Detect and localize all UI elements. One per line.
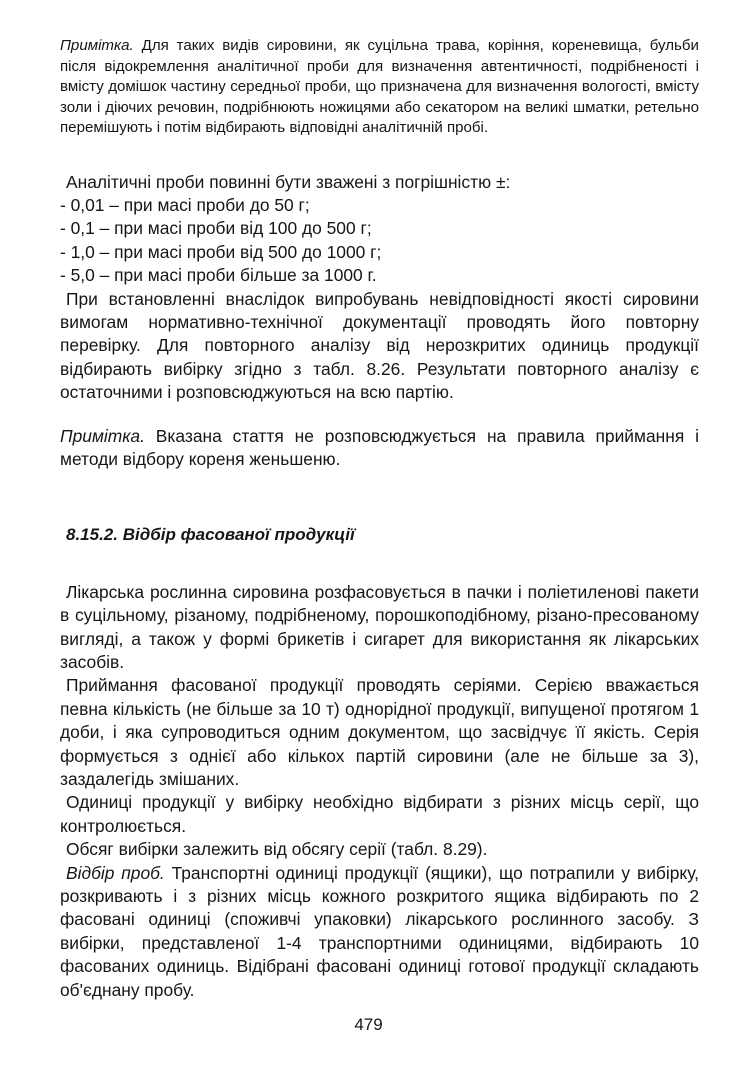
sampling-label: Відбір проб. — [66, 862, 165, 883]
section-paragraph: Одиниці продукції у вибірку необхідно відбирати з різних місць серії, що контролюється. — [60, 792, 699, 836]
note-label: Примітка. — [60, 425, 145, 446]
note-paragraph-2 — [60, 425, 699, 472]
section-heading: 8.15.2. Відбір фасованої продукції — [66, 525, 355, 545]
accuracy-intro: Аналітичні проби повинні бути зважені з погрішністю ±: — [66, 171, 511, 192]
sampling-paragraph — [60, 862, 699, 1002]
note-paragraph — [60, 36, 699, 139]
accuracy-item: - 0,1 – при масі проби від 100 до 500 г; — [60, 218, 372, 239]
note-text: Для таких видів сировини, як суцільна трава, коріння, кореневища, бульби після відокремлення аналітичної проби для визначення автентичності, подрібненості і вмісту домішок частину середньої проби, що призначена для визначення вологості, вмісту золи і діючих речовин, подрібнюють ножицями або секатором на великі шматки, ретельно перемішують і потім відбирають відповідні аналітичній пробі. — [60, 37, 699, 136]
note-label: Примітка. — [60, 37, 134, 54]
section-paragraph: Лікарська рослинна сировина розфасовується в пачки і поліетиленові пакети в суцільному, різаному, подрібненому, порошкоподібному, різано-пресованому вигляді, а також у формі брикетів і сигарет для використання як лікарських засобів. — [60, 581, 699, 672]
page-number: 479 — [354, 1015, 383, 1034]
sampling-text: Транспортні одиниці продукції (ящики), що потрапили у вибірку, розкривають і з різних місць кожного розкритого ящика відбирають по 2 фасовані одиниці (споживчі упаковки) лікарського рослинного засобу. З вибірки, представленої 1-4 транспортними одиницями, відбирають 10 фасованих одиниць. Відібрані фасовані одиниці готової продукції складають об'єднану пробу. — [60, 862, 699, 1000]
accuracy-list — [60, 194, 699, 288]
accuracy-item: - 1,0 – при масі проби від 500 до 1000 г; — [60, 241, 382, 262]
note-text: Вказана стаття не розповсюджується на правила приймання і методи відбору кореня женьшеню. — [60, 425, 699, 469]
section-paragraph: Приймання фасованої продукції проводять серіями. Серією вважається певна кількість (не більше за 10 т) однорідної продукції, випущеної протягом 1 доби, і яка супроводиться одним документом, що засвідчує її якість. Серія формується з однієї або кількох партій сировини (але не більше за 3), заздалегідь змішаних. — [60, 675, 699, 790]
accuracy-item: - 5,0 – при масі проби більше за 1000 г. — [60, 265, 377, 286]
retest-paragraph: При встановленні внаслідок випробувань невідповідності якості сировини вимогам нормативно-технічної документації проводять його повторну перевірку. Для повторного аналізу від нерозкритих одиниць продукції відбирають вибірку згідно з табл. 8.26. Результати повторного аналізу є остаточними і розповсюджуються на всю партію. — [60, 288, 699, 403]
section-paragraph: Обсяг вибірки залежить від обсягу серії (табл. 8.29). — [66, 839, 488, 860]
accuracy-item: - 0,01 – при масі проби до 50 г; — [60, 194, 310, 215]
